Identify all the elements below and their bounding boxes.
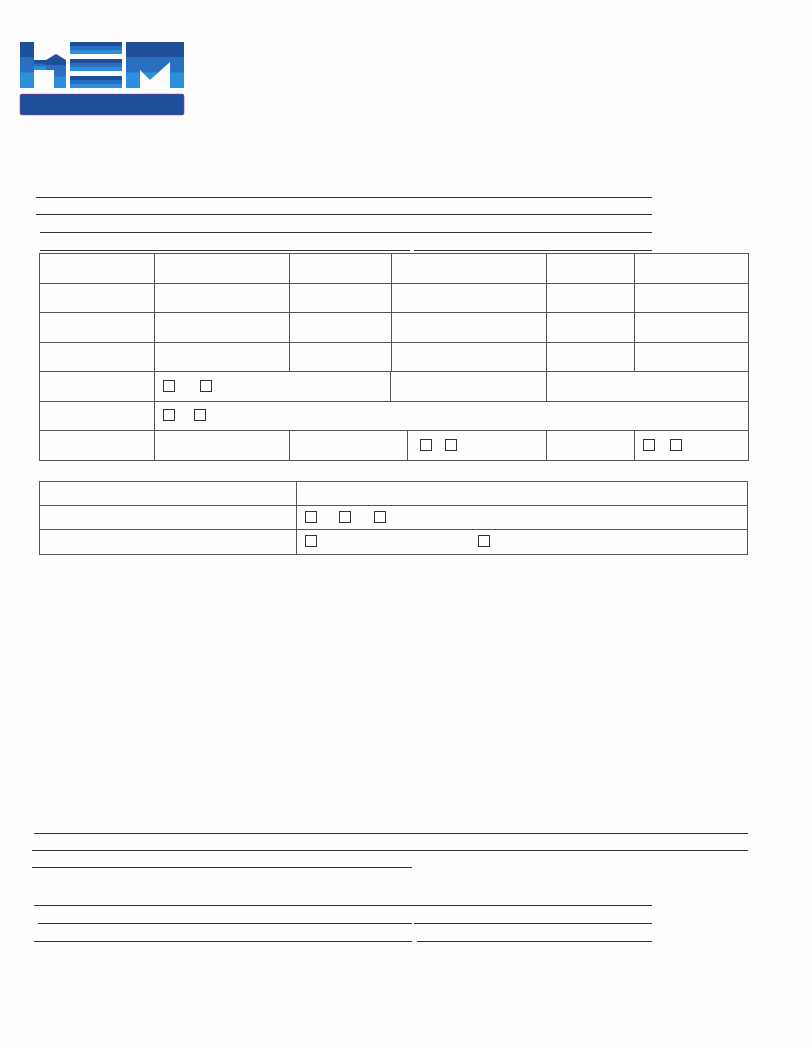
travel-label bbox=[40, 342, 155, 372]
coil-voltage-label bbox=[390, 372, 546, 401]
ram-size-input[interactable] bbox=[155, 254, 290, 284]
pipe-stands-label bbox=[40, 482, 297, 506]
car-wht-label bbox=[547, 254, 635, 284]
checkbox-icon[interactable] bbox=[374, 511, 386, 523]
car-wht-input[interactable] bbox=[635, 254, 749, 284]
checkbox-icon[interactable] bbox=[305, 535, 317, 547]
accepted-by-field[interactable] bbox=[32, 907, 412, 924]
checkbox-icon[interactable] bbox=[339, 511, 351, 523]
pump-req-label bbox=[547, 313, 635, 343]
quantity-option-3[interactable] bbox=[374, 510, 389, 525]
table-row bbox=[40, 506, 748, 530]
eeco-option[interactable] bbox=[200, 379, 215, 394]
gpm-input[interactable] bbox=[635, 342, 749, 372]
table-row bbox=[40, 530, 748, 554]
notes-input-line1[interactable] bbox=[34, 820, 748, 834]
quantity-label bbox=[40, 506, 297, 530]
checkbox-icon[interactable] bbox=[420, 439, 432, 451]
above-option[interactable] bbox=[163, 408, 178, 423]
date-input[interactable] bbox=[414, 910, 652, 924]
rh-option[interactable] bbox=[643, 438, 658, 453]
checkbox-icon[interactable] bbox=[163, 409, 175, 421]
contact-person-input[interactable] bbox=[40, 219, 652, 233]
valve-required-label bbox=[40, 372, 155, 402]
quantity-option-1[interactable] bbox=[305, 510, 320, 525]
valve-size-input[interactable] bbox=[155, 431, 290, 461]
price-input[interactable] bbox=[34, 892, 652, 906]
valve-location-label bbox=[40, 401, 155, 431]
project-name-field[interactable] bbox=[34, 198, 652, 215]
checkbox-icon[interactable] bbox=[670, 439, 682, 451]
pump-req-input[interactable] bbox=[635, 313, 749, 343]
checkbox-icon[interactable] bbox=[200, 380, 212, 392]
orientation-label bbox=[547, 431, 635, 461]
checkbox-icon[interactable] bbox=[163, 380, 175, 392]
phone-input[interactable] bbox=[40, 237, 410, 251]
date-required-input[interactable] bbox=[417, 928, 652, 942]
customer-po-field[interactable] bbox=[32, 925, 412, 942]
orientation-cell bbox=[635, 431, 749, 461]
valve-location-cell bbox=[155, 401, 749, 431]
fax-input[interactable] bbox=[414, 237, 652, 251]
hp-req-label bbox=[290, 313, 392, 343]
hp-req-input[interactable] bbox=[392, 313, 547, 343]
table-row bbox=[40, 283, 749, 313]
capacity-input[interactable] bbox=[392, 254, 547, 284]
phone-field[interactable] bbox=[34, 234, 410, 251]
capacity-label bbox=[290, 254, 392, 284]
valve-required-cell bbox=[155, 372, 547, 402]
lh-option[interactable] bbox=[670, 438, 685, 453]
pipe-stands-input[interactable] bbox=[296, 482, 747, 506]
price-field[interactable] bbox=[32, 889, 652, 906]
below-option[interactable] bbox=[194, 408, 209, 423]
options-table bbox=[39, 481, 748, 555]
bottom-label bbox=[290, 431, 407, 460]
coil-voltage-input[interactable] bbox=[547, 372, 749, 402]
maxton-option[interactable] bbox=[163, 379, 178, 394]
table-row bbox=[40, 342, 749, 372]
specs-table bbox=[39, 253, 749, 461]
gpm-label bbox=[547, 342, 635, 372]
travel-input[interactable] bbox=[155, 342, 290, 372]
location-label bbox=[40, 530, 297, 554]
table-row bbox=[40, 482, 748, 506]
company-name-input[interactable] bbox=[36, 184, 652, 198]
grv-option[interactable] bbox=[420, 438, 435, 453]
location-cell bbox=[296, 530, 747, 554]
run-pres-input[interactable] bbox=[392, 283, 547, 313]
date-field[interactable] bbox=[412, 907, 652, 924]
location-option-california[interactable] bbox=[305, 534, 475, 549]
accepted-by-input[interactable] bbox=[38, 910, 412, 924]
table-row bbox=[40, 372, 749, 402]
voltage-label bbox=[290, 342, 392, 372]
location-option-la-city[interactable] bbox=[478, 534, 493, 549]
valve-size-label bbox=[40, 431, 155, 461]
checkbox-icon[interactable] bbox=[478, 535, 490, 547]
date-required-field[interactable] bbox=[412, 925, 652, 942]
ram-size-label bbox=[40, 254, 155, 284]
company-logo bbox=[18, 40, 186, 116]
notes-input-line3[interactable] bbox=[32, 867, 412, 868]
quantity-option-2[interactable] bbox=[339, 510, 354, 525]
voltage-input[interactable] bbox=[392, 342, 547, 372]
checkbox-icon[interactable] bbox=[194, 409, 206, 421]
table-row bbox=[40, 313, 749, 343]
customer-po-input[interactable] bbox=[34, 928, 412, 942]
project-name-input[interactable] bbox=[36, 201, 652, 215]
run-pres-label bbox=[290, 283, 392, 313]
bottom-cell bbox=[290, 431, 547, 461]
speed-label bbox=[40, 313, 155, 343]
notes-field[interactable] bbox=[32, 817, 748, 834]
table-row bbox=[40, 254, 749, 284]
gross-load-input[interactable] bbox=[155, 283, 290, 313]
table-row bbox=[40, 431, 749, 461]
relief-input[interactable] bbox=[635, 283, 749, 313]
quantity-cell bbox=[296, 506, 747, 530]
gross-load-label bbox=[40, 283, 155, 313]
relief-label bbox=[547, 283, 635, 313]
table-row bbox=[40, 401, 749, 431]
checkbox-icon[interactable] bbox=[445, 439, 457, 451]
contact-person-field[interactable] bbox=[34, 216, 652, 233]
notes-input-line2[interactable] bbox=[32, 850, 748, 851]
speed-input[interactable] bbox=[155, 313, 290, 343]
checkbox-icon[interactable] bbox=[643, 439, 655, 451]
thd-option[interactable] bbox=[445, 438, 460, 453]
checkbox-icon[interactable] bbox=[305, 511, 317, 523]
company-name-field[interactable] bbox=[34, 181, 652, 198]
fax-field[interactable] bbox=[412, 234, 652, 251]
